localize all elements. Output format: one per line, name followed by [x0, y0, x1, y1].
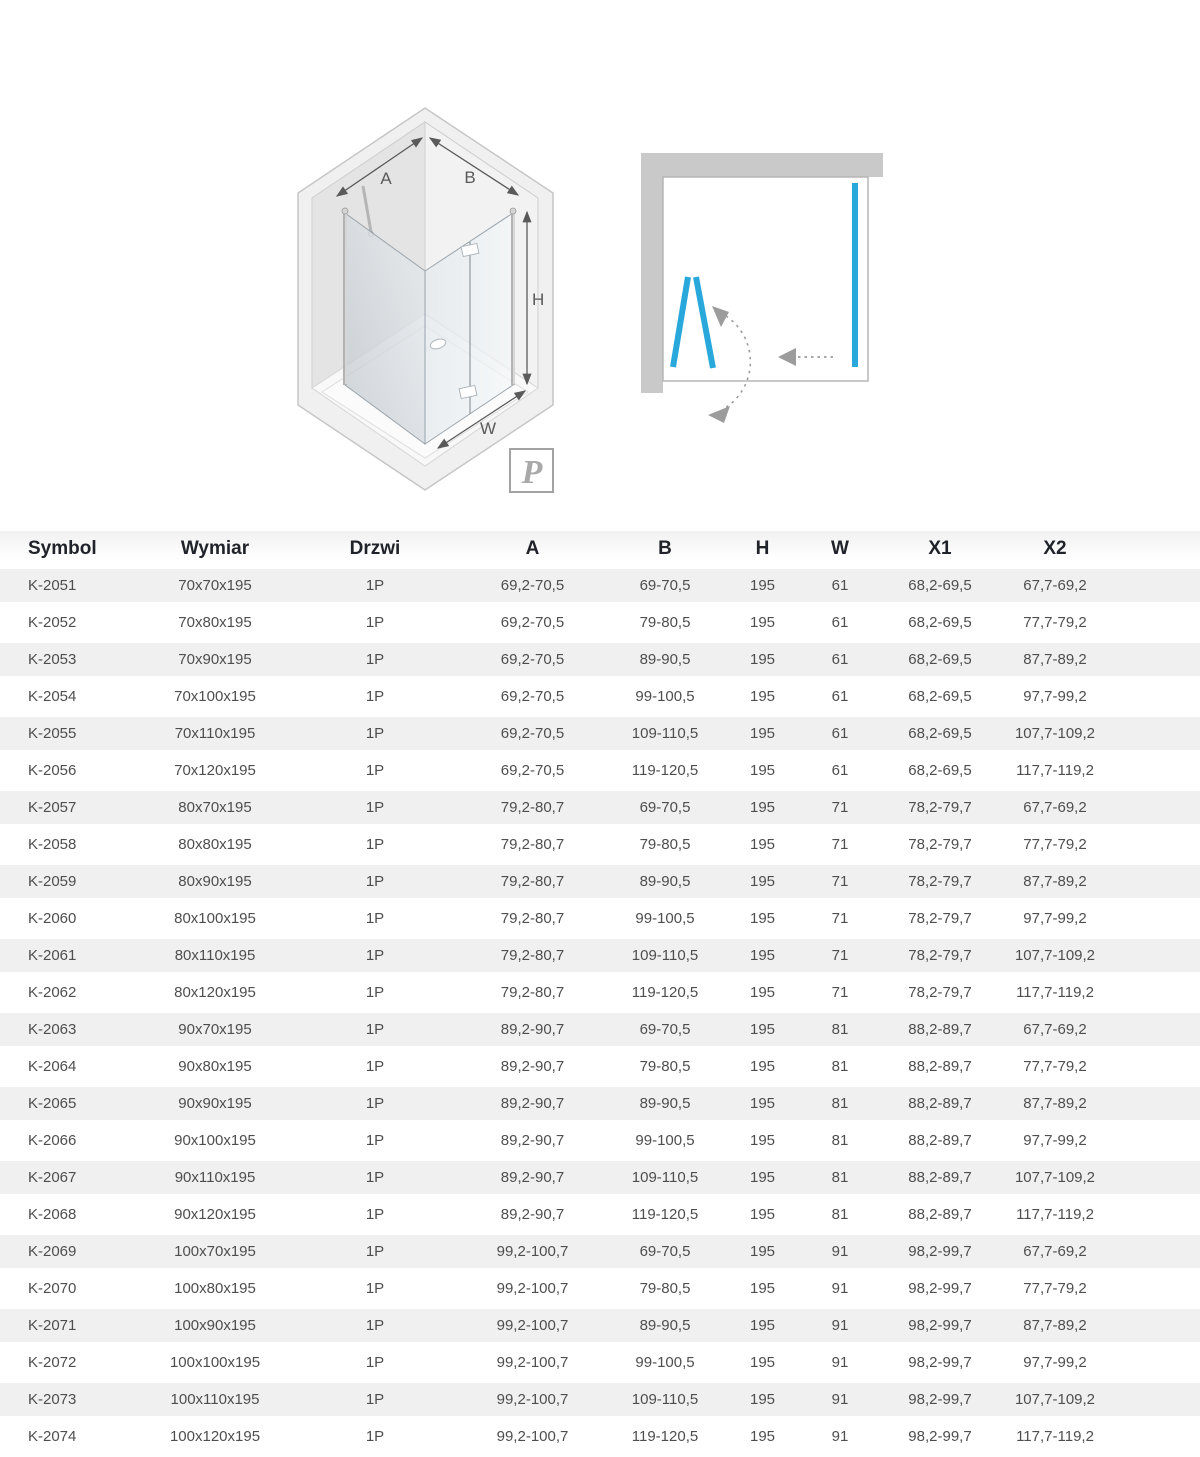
- table-cell: 1P: [290, 1085, 460, 1122]
- table-cell: 99-100,5: [605, 1344, 725, 1381]
- table-cell: 195: [725, 1196, 800, 1233]
- table-row: [0, 641, 1200, 678]
- table-cell: 87,7-89,2: [1000, 641, 1200, 678]
- badge-letter-p: P: [521, 454, 543, 491]
- table-cell: K-2055: [0, 715, 140, 752]
- table-cell: 195: [725, 752, 800, 789]
- table-cell: 119-120,5: [605, 974, 725, 1011]
- dimension-label-a: A: [380, 169, 392, 188]
- table-cell: 117,7-119,2: [1000, 974, 1200, 1011]
- table-cell: 195: [725, 678, 800, 715]
- table-cell: 67,7-69,2: [1000, 789, 1200, 826]
- table-cell: 79,2-80,7: [460, 863, 605, 900]
- table-cell: 70x120x195: [140, 752, 290, 789]
- column-header-drzwi: Drzwi: [290, 531, 460, 567]
- table-cell: 195: [725, 1418, 800, 1455]
- table-cell: 1P: [290, 752, 460, 789]
- table-cell: 1P: [290, 678, 460, 715]
- profile-right-knob: [510, 208, 516, 214]
- table-cell: 100x120x195: [140, 1418, 290, 1455]
- table-cell: 1P: [290, 1307, 460, 1344]
- table-cell: 109-110,5: [605, 937, 725, 974]
- table-cell: 100x80x195: [140, 1270, 290, 1307]
- fixed-panel-blue: [852, 183, 858, 367]
- table-row: [0, 1048, 1200, 1085]
- table-cell: 195: [725, 604, 800, 641]
- table-cell: 79,2-80,7: [460, 900, 605, 937]
- table-cell: 1P: [290, 1418, 460, 1455]
- table-cell: 90x90x195: [140, 1085, 290, 1122]
- table-cell: 81: [800, 1085, 880, 1122]
- table-cell: 195: [725, 1048, 800, 1085]
- table-cell: 71: [800, 974, 880, 1011]
- table-cell: 1P: [290, 1196, 460, 1233]
- table-cell: K-2051: [0, 567, 140, 604]
- table-cell: 100x70x195: [140, 1233, 290, 1270]
- table-cell: 78,2-79,7: [880, 974, 1000, 1011]
- table-cell: 99,2-100,7: [460, 1344, 605, 1381]
- table-cell: 98,2-99,7: [880, 1233, 1000, 1270]
- table-row: [0, 1418, 1200, 1455]
- table-row: [0, 715, 1200, 752]
- dimension-label-b: B: [464, 168, 476, 187]
- table-cell: 70x90x195: [140, 641, 290, 678]
- table-cell: 117,7-119,2: [1000, 1418, 1200, 1455]
- table-cell: 99,2-100,7: [460, 1418, 605, 1455]
- table-cell: 117,7-119,2: [1000, 752, 1200, 789]
- table-cell: 87,7-89,2: [1000, 1085, 1200, 1122]
- table-cell: 90x110x195: [140, 1159, 290, 1196]
- table-cell: 67,7-69,2: [1000, 1233, 1200, 1270]
- table-cell: 195: [725, 1159, 800, 1196]
- table-cell: 88,2-89,7: [880, 1011, 1000, 1048]
- table-cell: 61: [800, 678, 880, 715]
- table-cell: 195: [725, 1381, 800, 1418]
- table-cell: K-2057: [0, 789, 140, 826]
- table-cell: 69-70,5: [605, 789, 725, 826]
- table-cell: 79,2-80,7: [460, 826, 605, 863]
- table-cell: 81: [800, 1011, 880, 1048]
- column-header-h: H: [725, 531, 800, 567]
- table-row: [0, 863, 1200, 900]
- table-cell: K-2074: [0, 1418, 140, 1455]
- table-row: [0, 1270, 1200, 1307]
- table-cell: K-2068: [0, 1196, 140, 1233]
- table-cell: 195: [725, 1270, 800, 1307]
- table-cell: 91: [800, 1270, 880, 1307]
- table-row: [0, 1122, 1200, 1159]
- table-cell: 195: [725, 1011, 800, 1048]
- table-cell: 195: [725, 1344, 800, 1381]
- table-cell: 89,2-90,7: [460, 1048, 605, 1085]
- table-cell: 98,2-99,7: [880, 1381, 1000, 1418]
- table-cell: 99,2-100,7: [460, 1307, 605, 1344]
- table-row: [0, 937, 1200, 974]
- table-row: [0, 604, 1200, 641]
- column-header-b: B: [605, 531, 725, 567]
- column-header-a: A: [460, 531, 605, 567]
- table-cell: 69,2-70,5: [460, 641, 605, 678]
- swing-arrowhead-bottom: [708, 406, 730, 423]
- table-cell: 97,7-99,2: [1000, 1344, 1200, 1381]
- column-header-x1: X1: [880, 531, 1000, 567]
- iso-diagram: [280, 86, 580, 514]
- table-cell: 1P: [290, 1159, 460, 1196]
- table-row: [0, 1307, 1200, 1344]
- table-cell: 99,2-100,7: [460, 1270, 605, 1307]
- table-cell: 89,2-90,7: [460, 1122, 605, 1159]
- table-cell: 195: [725, 937, 800, 974]
- table-cell: 88,2-89,7: [880, 1196, 1000, 1233]
- table-cell: 91: [800, 1344, 880, 1381]
- table-cell: 79-80,5: [605, 604, 725, 641]
- table-cell: K-2064: [0, 1048, 140, 1085]
- table-cell: K-2066: [0, 1122, 140, 1159]
- table-cell: 67,7-69,2: [1000, 567, 1200, 604]
- table-cell: 1P: [290, 1048, 460, 1085]
- plan-diagram: [630, 140, 900, 440]
- table-cell: K-2062: [0, 974, 140, 1011]
- table-body: [0, 567, 1200, 1455]
- table-cell: 100x110x195: [140, 1381, 290, 1418]
- table-cell: 195: [725, 789, 800, 826]
- table-cell: 195: [725, 715, 800, 752]
- table-cell: 90x70x195: [140, 1011, 290, 1048]
- table-cell: 61: [800, 604, 880, 641]
- table-cell: 107,7-109,2: [1000, 937, 1200, 974]
- table-cell: 69,2-70,5: [460, 604, 605, 641]
- table-cell: 77,7-79,2: [1000, 826, 1200, 863]
- table-row: [0, 1381, 1200, 1418]
- table-cell: 77,7-79,2: [1000, 1270, 1200, 1307]
- table-cell: 69,2-70,5: [460, 752, 605, 789]
- table-cell: 90x80x195: [140, 1048, 290, 1085]
- table-cell: 97,7-99,2: [1000, 1122, 1200, 1159]
- table-cell: 1P: [290, 641, 460, 678]
- table-cell: 71: [800, 789, 880, 826]
- table-cell: 69-70,5: [605, 1233, 725, 1270]
- table-cell: 71: [800, 863, 880, 900]
- table-cell: 71: [800, 826, 880, 863]
- table-cell: 1P: [290, 1122, 460, 1159]
- table-cell: 81: [800, 1196, 880, 1233]
- table-cell: 61: [800, 752, 880, 789]
- table-cell: 69,2-70,5: [460, 715, 605, 752]
- table-cell: 68,2-69,5: [880, 752, 1000, 789]
- table-cell: 1P: [290, 1233, 460, 1270]
- table-cell: 67,7-69,2: [1000, 1011, 1200, 1048]
- table-cell: 87,7-89,2: [1000, 1307, 1200, 1344]
- table-cell: 109-110,5: [605, 1159, 725, 1196]
- table-cell: 79,2-80,7: [460, 974, 605, 1011]
- table-cell: 70x70x195: [140, 567, 290, 604]
- table-cell: 79-80,5: [605, 1270, 725, 1307]
- table-cell: 1P: [290, 1011, 460, 1048]
- table-cell: 99-100,5: [605, 1122, 725, 1159]
- table-cell: 80x100x195: [140, 900, 290, 937]
- table-cell: 195: [725, 567, 800, 604]
- table-cell: 89,2-90,7: [460, 1011, 605, 1048]
- spec-table: [0, 531, 1200, 1455]
- table-cell: 70x80x195: [140, 604, 290, 641]
- column-header-x2: X2: [1000, 531, 1200, 567]
- table-cell: 91: [800, 1307, 880, 1344]
- table-cell: 81: [800, 1122, 880, 1159]
- table-cell: 80x90x195: [140, 863, 290, 900]
- table-cell: 89,2-90,7: [460, 1085, 605, 1122]
- table-cell: 87,7-89,2: [1000, 863, 1200, 900]
- table-cell: 77,7-79,2: [1000, 1048, 1200, 1085]
- table-cell: K-2053: [0, 641, 140, 678]
- table-cell: 195: [725, 1122, 800, 1159]
- table-cell: 1P: [290, 1381, 460, 1418]
- table-cell: 68,2-69,5: [880, 604, 1000, 641]
- table-cell: 90x100x195: [140, 1122, 290, 1159]
- table-cell: K-2070: [0, 1270, 140, 1307]
- table-row: [0, 1233, 1200, 1270]
- column-header-wymiar: Wymiar: [140, 531, 290, 567]
- table-cell: 61: [800, 641, 880, 678]
- table-cell: 91: [800, 1418, 880, 1455]
- table-cell: 107,7-109,2: [1000, 715, 1200, 752]
- table-cell: 81: [800, 1048, 880, 1085]
- table-cell: 100x90x195: [140, 1307, 290, 1344]
- table-cell: 1P: [290, 937, 460, 974]
- table-cell: 78,2-79,7: [880, 863, 1000, 900]
- table-cell: 195: [725, 826, 800, 863]
- dimension-label-h: H: [532, 290, 545, 309]
- table-row: [0, 826, 1200, 863]
- table-cell: K-2067: [0, 1159, 140, 1196]
- table-cell: 61: [800, 567, 880, 604]
- table-cell: 61: [800, 715, 880, 752]
- table-cell: 195: [725, 974, 800, 1011]
- table-cell: 79,2-80,7: [460, 937, 605, 974]
- column-header-w: W: [800, 531, 880, 567]
- table-cell: 1P: [290, 567, 460, 604]
- table-cell: 109-110,5: [605, 715, 725, 752]
- table-cell: 79,2-80,7: [460, 789, 605, 826]
- table-cell: 98,2-99,7: [880, 1307, 1000, 1344]
- table-cell: K-2054: [0, 678, 140, 715]
- table-cell: 195: [725, 863, 800, 900]
- table-cell: K-2059: [0, 863, 140, 900]
- table-cell: 1P: [290, 715, 460, 752]
- table-cell: 89,2-90,7: [460, 1196, 605, 1233]
- table-cell: 1P: [290, 789, 460, 826]
- table-row: [0, 1011, 1200, 1048]
- table-cell: 69,2-70,5: [460, 567, 605, 604]
- wall-top: [641, 153, 883, 177]
- table-cell: 117,7-119,2: [1000, 1196, 1200, 1233]
- table-head: [0, 531, 1200, 567]
- table-cell: 98,2-99,7: [880, 1418, 1000, 1455]
- table-cell: 78,2-79,7: [880, 789, 1000, 826]
- table-cell: K-2061: [0, 937, 140, 974]
- table-row: [0, 974, 1200, 1011]
- table-cell: 88,2-89,7: [880, 1159, 1000, 1196]
- table-cell: 70x100x195: [140, 678, 290, 715]
- table-cell: 77,7-79,2: [1000, 604, 1200, 641]
- table-cell: K-2063: [0, 1011, 140, 1048]
- table-cell: 119-120,5: [605, 1418, 725, 1455]
- table-cell: 78,2-79,7: [880, 900, 1000, 937]
- table-cell: 119-120,5: [605, 1196, 725, 1233]
- table-cell: 89-90,5: [605, 1085, 725, 1122]
- table-cell: 88,2-89,7: [880, 1085, 1000, 1122]
- table-cell: 107,7-109,2: [1000, 1381, 1200, 1418]
- table-row: [0, 1159, 1200, 1196]
- table-cell: 1P: [290, 863, 460, 900]
- dimension-label-w: W: [479, 419, 497, 438]
- table-cell: 69-70,5: [605, 1011, 725, 1048]
- table-row: [0, 567, 1200, 604]
- table-cell: 195: [725, 900, 800, 937]
- table-cell: 70x110x195: [140, 715, 290, 752]
- table-cell: 98,2-99,7: [880, 1270, 1000, 1307]
- table-cell: 68,2-69,5: [880, 641, 1000, 678]
- table-cell: 1P: [290, 826, 460, 863]
- table-row: [0, 1196, 1200, 1233]
- table-cell: 71: [800, 900, 880, 937]
- table-cell: 79-80,5: [605, 826, 725, 863]
- table-row: [0, 789, 1200, 826]
- table-cell: 89-90,5: [605, 1307, 725, 1344]
- table-cell: 195: [725, 1233, 800, 1270]
- table-cell: 99,2-100,7: [460, 1233, 605, 1270]
- column-header-symbol: Symbol: [0, 531, 140, 567]
- table-cell: 69,2-70,5: [460, 678, 605, 715]
- table-row: [0, 752, 1200, 789]
- table-cell: 195: [725, 641, 800, 678]
- table-row: [0, 900, 1200, 937]
- table-cell: 80x80x195: [140, 826, 290, 863]
- table-cell: 1P: [290, 604, 460, 641]
- table-row: [0, 678, 1200, 715]
- table-cell: 91: [800, 1381, 880, 1418]
- table-cell: 80x110x195: [140, 937, 290, 974]
- table-cell: 1P: [290, 1344, 460, 1381]
- table-cell: 89,2-90,7: [460, 1159, 605, 1196]
- table-cell: 99-100,5: [605, 900, 725, 937]
- table-cell: K-2071: [0, 1307, 140, 1344]
- table-cell: 1P: [290, 900, 460, 937]
- table-cell: 80x70x195: [140, 789, 290, 826]
- table-row: [0, 1085, 1200, 1122]
- table-cell: K-2060: [0, 900, 140, 937]
- table-cell: 1P: [290, 974, 460, 1011]
- table-cell: 109-110,5: [605, 1381, 725, 1418]
- table-cell: K-2072: [0, 1344, 140, 1381]
- table-cell: 88,2-89,7: [880, 1122, 1000, 1159]
- table-cell: 97,7-99,2: [1000, 678, 1200, 715]
- table-cell: 91: [800, 1233, 880, 1270]
- table-cell: 68,2-69,5: [880, 567, 1000, 604]
- table-cell: 97,7-99,2: [1000, 900, 1200, 937]
- table-cell: 78,2-79,7: [880, 826, 1000, 863]
- table-cell: 1P: [290, 1270, 460, 1307]
- table-cell: 89-90,5: [605, 641, 725, 678]
- table-cell: K-2069: [0, 1233, 140, 1270]
- table-cell: 81: [800, 1159, 880, 1196]
- table-cell: 195: [725, 1307, 800, 1344]
- table-cell: 107,7-109,2: [1000, 1159, 1200, 1196]
- wall-left: [641, 153, 663, 393]
- table-cell: 99-100,5: [605, 678, 725, 715]
- table-cell: 119-120,5: [605, 752, 725, 789]
- table-cell: 100x100x195: [140, 1344, 290, 1381]
- table-cell: 79-80,5: [605, 1048, 725, 1085]
- table-cell: 90x120x195: [140, 1196, 290, 1233]
- table-cell: K-2052: [0, 604, 140, 641]
- profile-left-knob: [342, 208, 348, 214]
- table-cell: K-2056: [0, 752, 140, 789]
- table-cell: 99,2-100,7: [460, 1381, 605, 1418]
- table-cell: 68,2-69,5: [880, 678, 1000, 715]
- table-cell: K-2065: [0, 1085, 140, 1122]
- table-cell: 80x120x195: [140, 974, 290, 1011]
- table-cell: 98,2-99,7: [880, 1344, 1000, 1381]
- table-cell: 71: [800, 937, 880, 974]
- table-cell: 195: [725, 1085, 800, 1122]
- table-cell: K-2058: [0, 826, 140, 863]
- table-cell: 89-90,5: [605, 863, 725, 900]
- table-row: [0, 1344, 1200, 1381]
- table-cell: K-2073: [0, 1381, 140, 1418]
- table-cell: 68,2-69,5: [880, 715, 1000, 752]
- table-cell: 88,2-89,7: [880, 1048, 1000, 1085]
- table-cell: 69-70,5: [605, 567, 725, 604]
- table-cell: 78,2-79,7: [880, 937, 1000, 974]
- table-header-row: [0, 531, 1200, 567]
